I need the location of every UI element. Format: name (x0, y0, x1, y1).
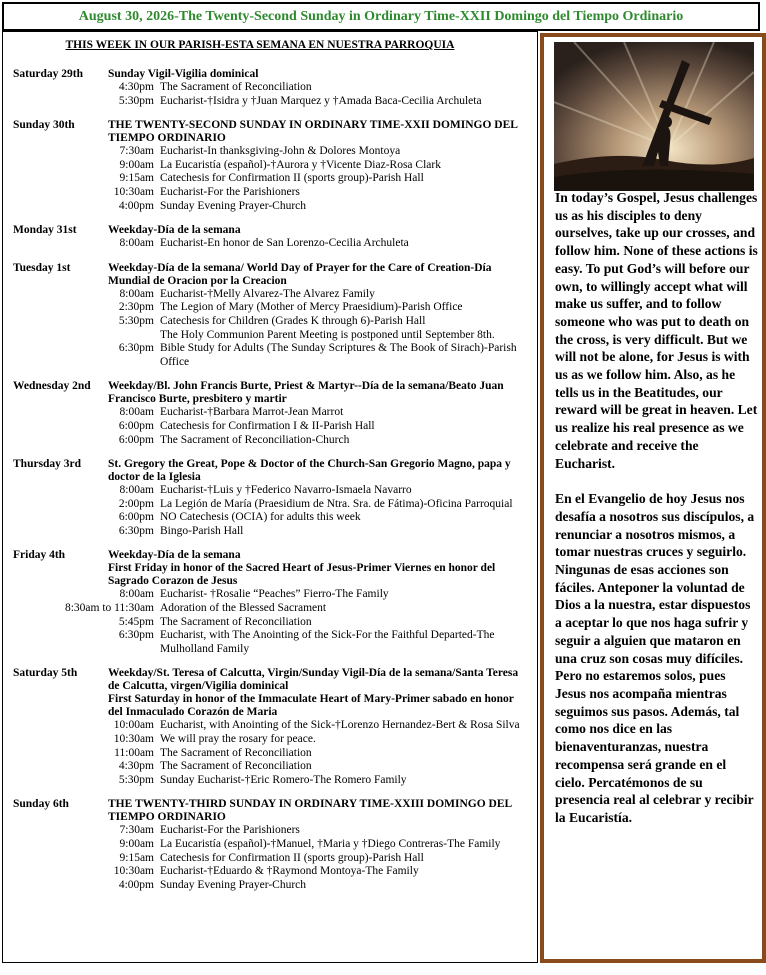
event-description: Eucharist-En honor de San Lorenzo-Cecilia Archuleta (160, 237, 409, 250)
day-body (108, 119, 528, 213)
event-time: 7:30am (119, 145, 154, 158)
day-heading: THE TWENTY-SECOND SUNDAY IN ORDINARY TIME-XXII DOMINGO DEL TIEMPO ORDINARIO (108, 119, 518, 145)
day-body (108, 798, 528, 892)
event-time: 8:00am (119, 237, 154, 250)
schedule-event (108, 237, 528, 251)
gospel-reflection-panel (540, 33, 766, 963)
event-description: Eucharist-†Melly Alvarez-The Alvarez Family (160, 287, 375, 300)
day-body (108, 458, 528, 538)
gospel-reflection (555, 189, 759, 827)
schedule-event (108, 733, 528, 747)
schedule-event (108, 511, 528, 525)
event-time: 7:30am (119, 824, 154, 837)
event-time: 6:00pm (118, 511, 154, 524)
schedule-event (108, 879, 528, 893)
event-description: NO Catechesis (OCIA) for adults this week (160, 511, 361, 524)
event-time: 5:30pm (118, 773, 154, 786)
day-body (108, 667, 528, 787)
schedule-event (108, 95, 528, 109)
event-time: 6:30pm (118, 629, 154, 642)
event-description: Bingo-Parish Hall (160, 524, 244, 537)
day-heading: Weekday/Bl. John Francis Burte, Priest & Martyr--Día de la semana/Beato Juan Francisco Burte, presbitero y martir (108, 380, 504, 406)
schedule-event (108, 525, 528, 539)
schedule-event (108, 81, 528, 95)
schedule-event (108, 616, 528, 630)
schedule-event (108, 838, 528, 852)
event-description: The Legion of Mary (Mother of Mercy Praesidium)-Parish Office (160, 301, 463, 314)
weekly-schedule (2, 31, 538, 963)
event-time: 8:00am (119, 588, 154, 601)
event-description: The Sacrament of Reconciliation-Church (160, 433, 350, 446)
schedule-day (3, 798, 537, 892)
event-description: We will pray the rosary for peace. (160, 733, 316, 746)
schedule-event (108, 498, 528, 512)
schedule-day (3, 380, 537, 447)
schedule-event (108, 760, 528, 774)
day-label: Wednesday 2nd (13, 380, 91, 393)
event-description: Eucharist-†Luis y †Federico Navarro-Ismaela Navarro (160, 484, 412, 497)
day-heading: Weekday-Día de la semana/ World Day of Prayer for the Care of Creation-Día Mundial de Oracion por la Creacion (108, 261, 492, 287)
schedule-day (3, 119, 537, 213)
event-time: 5:30pm (118, 314, 154, 327)
event-description: Eucharist-In thanksgiving-John & Dolores Montoya (160, 145, 401, 158)
schedule-event (108, 865, 528, 879)
event-description: La Legión de María (Praesidium de Ntra. Sra. de Fátima)-Oficina Parroquial (160, 497, 513, 510)
schedule-event (108, 342, 528, 369)
day-heading: Weekday-Día de la semana (108, 549, 241, 562)
event-description: The Sacrament of Reconciliation (160, 81, 312, 93)
cross-illustration (554, 42, 754, 191)
schedule-event (64, 602, 528, 616)
schedule-event (108, 824, 528, 838)
event-description: The Sacrament of Reconciliation (160, 746, 312, 759)
event-time: 8:00am (119, 484, 154, 497)
event-time: 10:00am (113, 719, 154, 732)
event-time: 5:30pm (118, 94, 154, 107)
event-time: 4:30pm (118, 760, 154, 773)
event-description: Eucharist, with The Anointing of the Sick-For the Faithful Departed-The Mulholland Family (160, 629, 495, 655)
event-time: 8:30am to 11:30am (64, 602, 154, 615)
event-time: 9:00am (119, 158, 154, 171)
event-description: Eucharist-For the Parishioners (160, 824, 300, 837)
event-time: 9:00am (119, 838, 154, 850)
day-label: Sunday 6th (13, 798, 69, 811)
schedule-event (108, 719, 528, 733)
schedule-event (108, 406, 528, 420)
day-body (108, 68, 528, 108)
gospel-reflection-english: In today’s Gospel, Jesus challenges us as his disciples to deny ourselves, take up our crosses, and follow him. None of these actions is easy. To put God’s will before our own, to willingly accept what will make us suffer, and to follow someone who was put to death on the cross, is very difficult. But we will not be alone, for Jesus is with us as we follow him. Also, as he tells us in the Beatitudes, our reward will be great in heaven. Let us realize his real presence as we celebrate and receive the Eucharist. (555, 190, 758, 471)
schedule-event (108, 774, 528, 788)
day-heading: THE TWENTY-THIRD SUNDAY IN ORDINARY TIME-XXIII DOMINGO DEL TIEMPO ORDINARIO (108, 798, 512, 824)
bulletin-title: August 30, 2026-The Twenty-Second Sunday in Ordinary Time-XXII Domingo del Tiempo Ordinario (78, 8, 684, 24)
day-heading: Weekday-Día de la semana (108, 224, 241, 237)
schedule-event (108, 329, 528, 343)
schedule-day (3, 224, 537, 251)
event-description: La Eucaristía (español)-†Manuel, †Maria y †Diego Contreras-The Family (160, 838, 501, 850)
schedule-event (108, 315, 528, 329)
day-label: Saturday 5th (13, 667, 78, 680)
schedule-days (3, 68, 537, 892)
event-description: Eucharist-†Barbara Marrot-Jean Marrot (160, 406, 344, 419)
event-description: Eucharist-For the Parishioners (160, 185, 300, 198)
event-time: 6:00pm (118, 419, 154, 432)
schedule-event (108, 159, 528, 173)
event-description: Catechesis for Confirmation II (sports group)-Parish Hall (160, 851, 424, 864)
event-description: Catechesis for Children (Grades K through 6)-Parish Hall (160, 314, 426, 327)
event-description: Eucharist-†Eduardo & †Raymond Montoya-The Family (160, 865, 419, 878)
day-label: Saturday 29th (13, 68, 83, 80)
event-time: 2:30pm (118, 301, 154, 314)
day-subheading: First Saturday in honor of the Immaculate Heart of Mary-Primer sabado en honor del Inmaculado Corazón de Maria (108, 693, 514, 719)
event-description: The Sacrament of Reconciliation (160, 615, 312, 628)
event-time: 5:45pm (118, 615, 154, 628)
event-time: 6:30pm (118, 524, 154, 537)
event-time: 4:00pm (118, 878, 154, 891)
event-description: Catechesis for Confirmation II (sports group)-Parish Hall (160, 172, 424, 185)
event-time: 9:15am (119, 851, 154, 864)
event-time: 8:00am (119, 287, 154, 300)
day-label: Tuesday 1st (13, 261, 71, 274)
event-description: Sunday Evening Prayer-Church (160, 199, 307, 212)
jesus-carrying-cross-image (554, 42, 754, 191)
schedule-event (108, 145, 528, 159)
event-time: 6:30pm (118, 342, 154, 355)
schedule-event (108, 288, 528, 302)
schedule-event (108, 301, 528, 315)
schedule-event (108, 629, 528, 656)
schedule-event (108, 484, 528, 498)
bulletin-header (2, 2, 760, 31)
event-description: Eucharist- †Rosalie “Peaches” Fierro-The Family (160, 588, 389, 601)
day-heading: Sunday Vigil-Vigilia dominical (108, 68, 259, 80)
schedule-event (108, 200, 528, 214)
event-description: Eucharist, with Anointing of the Sick-†Lorenzo Hernandez-Bert & Rosa Silva (160, 719, 520, 732)
event-time: 10:30am (113, 733, 154, 746)
day-subheading: First Friday in honor of the Sacred Heart of Jesus-Primer Viernes en honor del Sagrado Corazon de Jesus (108, 562, 496, 588)
event-time (108, 329, 160, 343)
schedule-day (3, 458, 537, 538)
schedule-day (3, 667, 537, 787)
gospel-reflection-spanish: En el Evangelio de hoy Jesus nos desafía a nosotros sus discípulos, a renunciar a nosotros mismos, a tomar nuestras cruces y seguirlo. Ningunas de esas acciones son fáciles. Anteponer la voluntad de Dios a la nuestra, estar dispuestos a aceptar lo que nos haga sufrir y seguir a alguien que mataron en una cruz son cosas muy difíciles. Pero no estaremos solos, pues Jesus nos acompaña mientras seguimos sus pasos. Además, tal como nos dice en las bienaventuranzas, nuestra recompensa será grande en el cielo. Percatémonos de su presencia real al celebrar y recibir la Eucaristía. (555, 491, 755, 825)
day-heading: St. Gregory the Great, Pope & Doctor of the Church-San Gregorio Magno, papa y doctor de la Iglesia (108, 458, 511, 484)
schedule-title: THIS WEEK IN OUR PARISH-ESTA SEMANA EN NUESTRA PARROQUIA (65, 39, 455, 51)
day-label: Friday 4th (13, 549, 66, 562)
event-description: Bible Study for Adults (The Sunday Scriptures & The Book of Sirach)-Parish Office (160, 342, 517, 368)
event-description: Eucharist-†Isidra y †Juan Marquez y †Amada Baca-Cecilia Archuleta (160, 94, 482, 107)
event-time: 4:30pm (118, 81, 154, 93)
schedule-event (108, 172, 528, 186)
event-description: The Sacrament of Reconciliation (160, 760, 312, 773)
day-body (108, 380, 528, 447)
schedule-event (108, 420, 528, 434)
event-description: Adoration of the Blessed Sacrament (160, 602, 327, 615)
event-description: The Holy Communion Parent Meeting is postponed until September 8th. (160, 328, 495, 341)
event-time: 6:00pm (118, 433, 154, 446)
event-description: Sunday Evening Prayer-Church (160, 878, 307, 891)
schedule-event (108, 434, 528, 448)
day-body (108, 262, 528, 370)
event-description: Sunday Eucharist-†Eric Romero-The Romero Family (160, 773, 407, 786)
schedule-event (108, 852, 528, 866)
day-label: Thursday 3rd (13, 458, 82, 471)
schedule-day (3, 549, 537, 656)
schedule-event (108, 186, 528, 200)
event-time: 4:00pm (118, 199, 154, 212)
day-label: Sunday 30th (13, 119, 75, 132)
schedule-day (3, 68, 537, 108)
day-heading: Weekday/St. Teresa of Calcutta, Virgin/Sunday Vigil-Día de la semana/Santa Teresa de Calcutta, virgen/Vigilia dominical (108, 667, 519, 693)
day-body (108, 224, 528, 251)
schedule-event (108, 588, 528, 602)
event-time: 10:30am (113, 865, 154, 878)
day-label: Monday 31st (13, 224, 77, 237)
event-time: 9:15am (119, 172, 154, 185)
event-time: 11:00am (114, 746, 154, 759)
event-time: 2:00pm (118, 497, 154, 510)
schedule-day (3, 262, 537, 370)
schedule-event (108, 747, 528, 761)
event-description: Catechesis for Confirmation I & II-Parish Hall (160, 419, 375, 432)
event-description: La Eucaristía (español)-†Aurora y †Vicente Diaz-Rosa Clark (160, 158, 441, 171)
day-body (64, 549, 528, 656)
event-time: 8:00am (119, 406, 154, 419)
event-time: 10:30am (113, 185, 154, 198)
